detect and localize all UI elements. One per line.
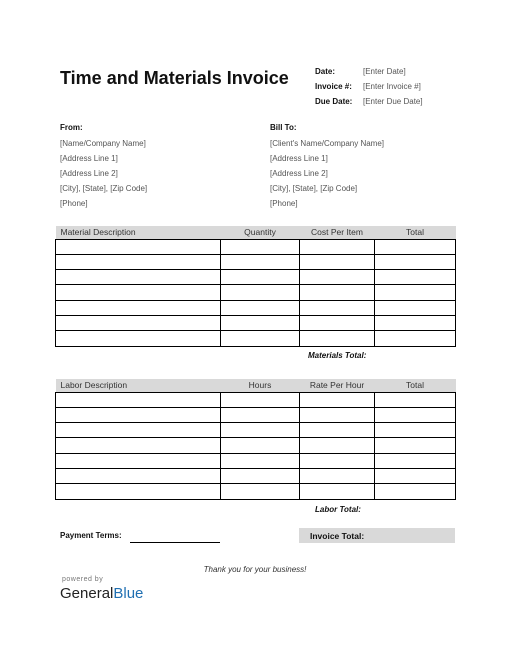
labor-total-cell[interactable] bbox=[375, 423, 456, 438]
due-date-label: Due Date: bbox=[315, 97, 353, 106]
labor-total-cell[interactable] bbox=[375, 407, 456, 422]
labor-description-cell[interactable] bbox=[56, 468, 221, 483]
labor-rate-cell[interactable] bbox=[300, 468, 375, 483]
powered-by-text: powered by bbox=[62, 576, 104, 583]
material-total-cell[interactable] bbox=[375, 239, 456, 254]
material-description-cell[interactable] bbox=[56, 270, 221, 285]
labor-qty-cell[interactable] bbox=[221, 423, 300, 438]
labor-total-label: Labor Total: bbox=[315, 505, 361, 514]
material-qty-cell[interactable] bbox=[221, 254, 300, 269]
material-rate-cell[interactable] bbox=[300, 331, 375, 346]
thank-you-note: Thank you for your business! bbox=[203, 565, 307, 574]
labor-rate-cell[interactable] bbox=[300, 392, 375, 407]
material-description-cell[interactable] bbox=[56, 254, 221, 269]
bill-to-city-state-zip[interactable]: [City], [State], [Zip Code] bbox=[270, 184, 358, 193]
material-row bbox=[56, 270, 456, 285]
material-qty-cell[interactable] bbox=[221, 315, 300, 330]
materials-header-row bbox=[56, 226, 456, 239]
material-total-cell[interactable] bbox=[375, 300, 456, 315]
material-qty-cell[interactable] bbox=[221, 300, 300, 315]
material-description-cell[interactable] bbox=[56, 331, 221, 346]
material-row bbox=[56, 285, 456, 300]
rate-per-hour-header: Rate Per Hour bbox=[300, 379, 375, 392]
from-name[interactable]: [Name/Company Name] bbox=[60, 139, 146, 148]
meta-row-due-date bbox=[315, 94, 423, 109]
labor-qty-cell[interactable] bbox=[221, 407, 300, 422]
from-address-1[interactable]: [Address Line 1] bbox=[60, 154, 118, 163]
labor-body bbox=[56, 392, 456, 499]
material-rate-cell[interactable] bbox=[300, 285, 375, 300]
labor-rate-cell[interactable] bbox=[300, 407, 375, 422]
labor-row bbox=[56, 438, 456, 453]
labor-rate-cell[interactable] bbox=[300, 423, 375, 438]
invoice-title: Time and Materials Invoice bbox=[60, 68, 289, 88]
invoice-meta bbox=[315, 64, 423, 109]
invoice-number-value[interactable]: [Enter Invoice #] bbox=[363, 82, 421, 91]
from-city-state-zip[interactable]: [City], [State], [Zip Code] bbox=[60, 184, 148, 193]
material-description-header: Material Description bbox=[56, 226, 221, 239]
invoice-total-label: Invoice Total: bbox=[310, 530, 365, 541]
material-total-cell[interactable] bbox=[375, 270, 456, 285]
labor-total-cell[interactable] bbox=[375, 438, 456, 453]
material-total-cell[interactable] bbox=[375, 285, 456, 300]
bill-to-name[interactable]: [Client's Name/Company Name] bbox=[270, 139, 385, 148]
material-row bbox=[56, 254, 456, 269]
material-total-cell[interactable] bbox=[375, 254, 456, 269]
labor-header-row bbox=[56, 379, 456, 392]
due-date-value[interactable]: [Enter Due Date] bbox=[363, 97, 423, 106]
labor-rate-cell[interactable] bbox=[300, 453, 375, 468]
labor-table bbox=[55, 379, 456, 500]
meta-row-invoice-number bbox=[315, 79, 423, 94]
material-qty-cell[interactable] bbox=[221, 331, 300, 346]
labor-total-cell[interactable] bbox=[375, 392, 456, 407]
from-phone[interactable]: [Phone] bbox=[60, 199, 88, 208]
brand-logo-blue: Blue bbox=[113, 585, 144, 602]
material-description-cell[interactable] bbox=[56, 239, 221, 254]
labor-description-cell[interactable] bbox=[56, 453, 221, 468]
material-rate-cell[interactable] bbox=[300, 300, 375, 315]
labor-qty-cell[interactable] bbox=[221, 392, 300, 407]
material-total-header: Total bbox=[375, 226, 456, 239]
payment-terms-label: Payment Terms: bbox=[60, 531, 122, 540]
material-description-cell[interactable] bbox=[56, 300, 221, 315]
labor-description-cell[interactable] bbox=[56, 438, 221, 453]
material-row bbox=[56, 300, 456, 315]
date-label: Date: bbox=[315, 67, 336, 76]
bill-to-address-1[interactable]: [Address Line 1] bbox=[270, 154, 328, 163]
labor-description-cell[interactable] bbox=[56, 392, 221, 407]
invoice-number-label: Invoice #: bbox=[315, 82, 352, 91]
material-row bbox=[56, 315, 456, 330]
labor-qty-cell[interactable] bbox=[221, 468, 300, 483]
bill-to-block bbox=[270, 123, 384, 211]
labor-row bbox=[56, 453, 456, 468]
material-row bbox=[56, 239, 456, 254]
labor-row bbox=[56, 407, 456, 422]
material-rate-cell[interactable] bbox=[300, 239, 375, 254]
from-address-2[interactable]: [Address Line 2] bbox=[60, 169, 118, 178]
labor-total-cell[interactable] bbox=[375, 453, 456, 468]
material-row bbox=[56, 331, 456, 346]
bill-to-heading: Bill To: bbox=[270, 123, 297, 132]
invoice-total-box bbox=[299, 528, 455, 543]
labor-row bbox=[56, 484, 456, 499]
labor-description-cell[interactable] bbox=[56, 407, 221, 422]
labor-description-cell[interactable] bbox=[56, 484, 221, 499]
meta-row-date bbox=[315, 64, 423, 79]
material-qty-cell[interactable] bbox=[221, 285, 300, 300]
labor-qty-cell[interactable] bbox=[221, 438, 300, 453]
bill-to-phone[interactable]: [Phone] bbox=[270, 199, 298, 208]
material-description-cell[interactable] bbox=[56, 285, 221, 300]
material-qty-cell[interactable] bbox=[221, 270, 300, 285]
material-total-cell[interactable] bbox=[375, 331, 456, 346]
labor-row bbox=[56, 468, 456, 483]
cost-per-item-header: Cost Per Item bbox=[300, 226, 375, 239]
hours-header: Hours bbox=[221, 379, 300, 392]
from-heading: From: bbox=[60, 123, 83, 132]
labor-qty-cell[interactable] bbox=[221, 453, 300, 468]
materials-table bbox=[55, 226, 456, 347]
date-value[interactable]: [Enter Date] bbox=[363, 67, 406, 76]
labor-description-cell[interactable] bbox=[56, 423, 221, 438]
labor-qty-cell[interactable] bbox=[221, 484, 300, 499]
labor-row bbox=[56, 392, 456, 407]
payment-terms-field[interactable] bbox=[130, 542, 220, 543]
material-total-cell[interactable] bbox=[375, 315, 456, 330]
material-rate-cell[interactable] bbox=[300, 270, 375, 285]
brand-logo-general: General bbox=[60, 585, 114, 602]
material-rate-cell[interactable] bbox=[300, 315, 375, 330]
labor-row bbox=[56, 423, 456, 438]
labor-rate-cell[interactable] bbox=[300, 438, 375, 453]
from-block bbox=[60, 123, 147, 211]
labor-description-header: Labor Description bbox=[56, 379, 221, 392]
material-description-cell[interactable] bbox=[56, 315, 221, 330]
bill-to-address-2[interactable]: [Address Line 2] bbox=[270, 169, 328, 178]
labor-total-cell[interactable] bbox=[375, 468, 456, 483]
labor-total-cell[interactable] bbox=[375, 484, 456, 499]
materials-total-label: Materials Total: bbox=[308, 351, 367, 360]
labor-total-header: Total bbox=[375, 379, 456, 392]
material-rate-cell[interactable] bbox=[300, 254, 375, 269]
labor-rate-cell[interactable] bbox=[300, 484, 375, 499]
materials-body bbox=[56, 239, 456, 346]
brand-logo bbox=[60, 585, 143, 602]
quantity-header: Quantity bbox=[221, 226, 300, 239]
material-qty-cell[interactable] bbox=[221, 239, 300, 254]
